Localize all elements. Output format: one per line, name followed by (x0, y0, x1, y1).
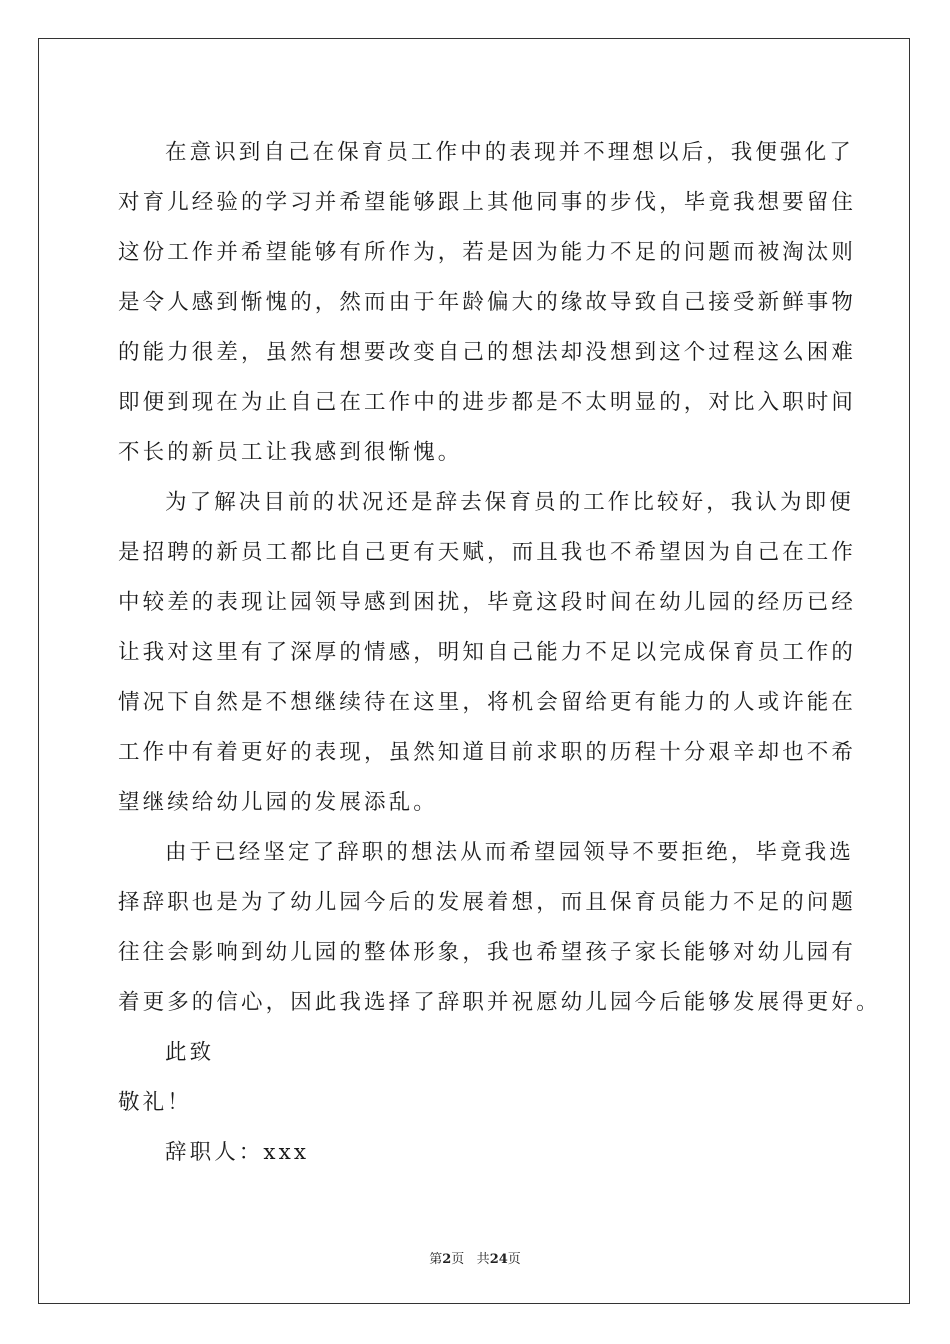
paragraph-1-line-2: 对育儿经验的学习并希望能够跟上其他同事的步伐，毕竟我想要留住 (118, 190, 857, 215)
letter-body (118, 128, 881, 1178)
footer-total-prefix: 共 (476, 1252, 490, 1267)
footer-page-prefix: 第 (429, 1252, 443, 1267)
closing-signature: 辞职人：xxx (165, 1140, 310, 1165)
paragraph-2-line-2: 是招聘的新员工都比自己更有天赋，而且我也不希望因为自己在工作 (118, 540, 857, 565)
paragraph-1-line-1: 在意识到自己在保育员工作中的表现并不理想以后，我便强化了 (165, 140, 854, 165)
footer-page-number: 2 (442, 1252, 452, 1267)
paragraph-2-line-4: 让我对这里有了深厚的情感，明知自己能力不足以完成保育员工作的 (118, 640, 857, 665)
paragraph-3-line-2: 择辞职也是为了幼儿园今后的发展着想，而且保育员能力不足的问题 (118, 890, 857, 915)
paragraph-2-line-1: 为了解决目前的状况还是辞去保育员的工作比较好，我认为即便 (165, 490, 854, 515)
paragraph-3-line-3: 往往会影响到幼儿园的整体形象，我也希望孩子家长能够对幼儿园有 (118, 940, 857, 965)
footer-total-suffix: 页 (507, 1252, 521, 1267)
closing-salutation: 此致 (165, 1040, 215, 1065)
paragraph-1-line-6: 即便到现在为止自己在工作中的进步都是不太明显的，对比入职时间 (118, 390, 857, 415)
paragraph-1-line-5: 的能力很差，虽然有想要改变自己的想法却没想到这个过程这么困难 (118, 340, 857, 365)
paragraph-1-line-3: 这份工作并希望能够有所作为，若是因为能力不足的问题而被淘汰则 (118, 240, 857, 265)
paragraph-3-line-4: 着更多的信心，因此我选择了辞职并祝愿幼儿园今后能够发展得更好。 (118, 990, 881, 1015)
paragraph-2-line-7: 望继续给幼儿园的发展添乱。 (118, 790, 438, 815)
paragraph-1-line-7: 不长的新员工让我感到很惭愧。 (118, 440, 463, 465)
paragraph-3-line-1: 由于已经坚定了辞职的想法从而希望园领导不要拒绝，毕竟我选 (165, 840, 854, 865)
footer-page-suffix: 页 (451, 1252, 465, 1267)
page-footer (0, 1248, 950, 1267)
paragraph-2-line-5: 情况下自然是不想继续待在这里，将机会留给更有能力的人或许能在 (118, 690, 857, 715)
paragraph-2-line-6: 工作中有着更好的表现，虽然知道目前求职的历程十分艰辛却也不希 (118, 740, 857, 765)
paragraph-1-line-4: 是令人感到惭愧的，然而由于年龄偏大的缘故导致自己接受新鲜事物 (118, 290, 857, 315)
closing-respect: 敬礼！ (118, 1090, 192, 1115)
paragraph-2-line-3: 中较差的表现让园领导感到困扰，毕竟这段时间在幼儿园的经历已经 (118, 590, 857, 615)
footer-total-pages: 24 (489, 1252, 508, 1267)
